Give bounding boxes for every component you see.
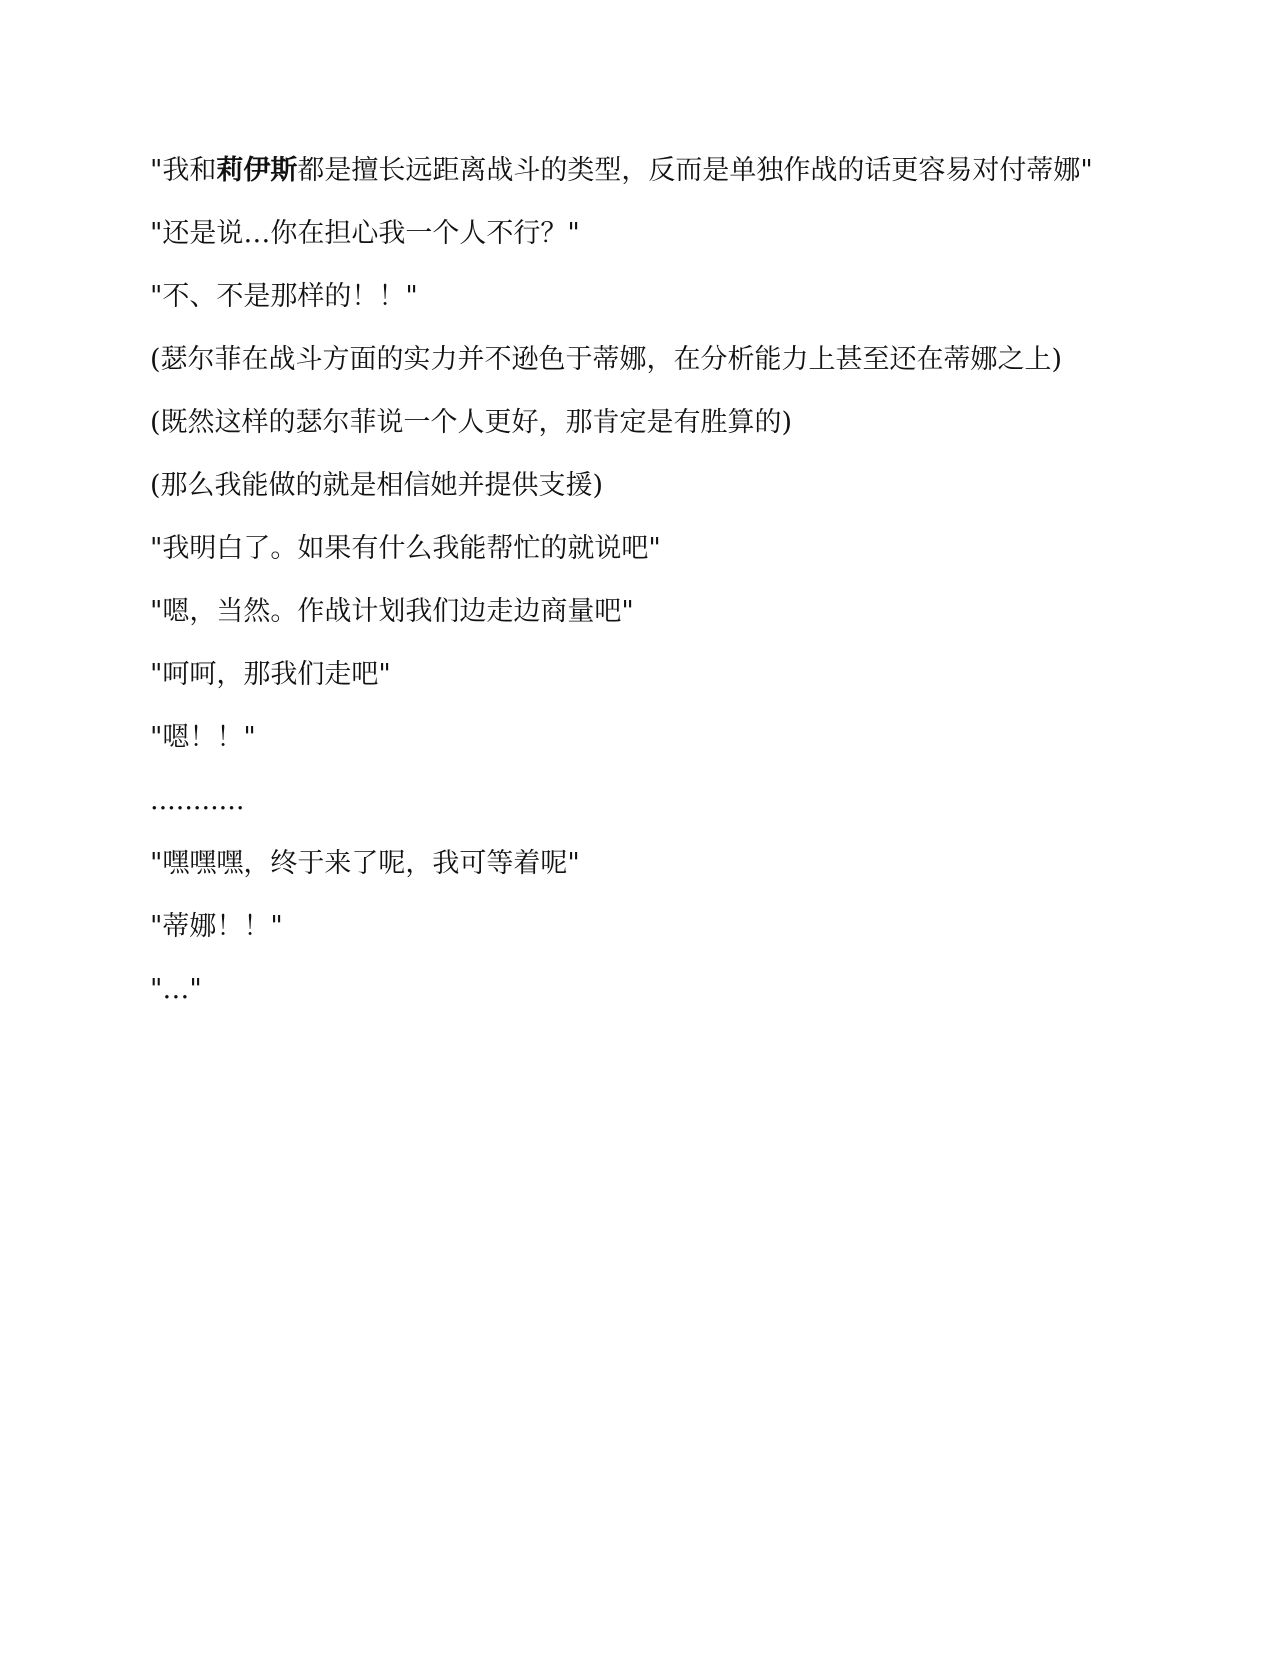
paragraph	[150, 150, 1140, 192]
character-name: 莉伊斯	[216, 155, 298, 186]
scene-break: ...........	[150, 785, 245, 816]
paragraph: (那么我能做的就是相信她并提供支援)	[150, 470, 604, 501]
paragraph: "呵呵，那我们走吧"	[150, 659, 391, 690]
paragraph: "还是说…你在担心我一个人不行？"	[150, 218, 580, 249]
paragraph-text-end: 都是擅长远距离战斗的类型，反而是单独作战的话更容易对付蒂娜"	[297, 155, 1093, 186]
paragraph: (既然这样的瑟尔菲说一个人更好，那肯定是有胜算的)	[150, 407, 793, 438]
paragraph: "嗯！！"	[150, 722, 256, 753]
paragraph: "嗯，当然。作战计划我们边走边商量吧"	[150, 596, 634, 627]
paragraph-text-start: "我和	[150, 155, 217, 186]
paragraph: "嘿嘿嘿，终于来了呢，我可等着呢"	[150, 848, 580, 879]
document-body	[150, 150, 1140, 1032]
paragraph: "我明白了。如果有什么我能帮忙的就说吧"	[150, 533, 661, 564]
paragraph: (瑟尔菲在战斗方面的实力并不逊色于蒂娜，在分析能力上甚至还在蒂娜之上)	[150, 344, 1063, 375]
paragraph: "蒂娜！！"	[150, 911, 283, 942]
paragraph: "…"	[150, 974, 202, 1005]
paragraph: "不、不是那样的！！"	[150, 281, 418, 312]
